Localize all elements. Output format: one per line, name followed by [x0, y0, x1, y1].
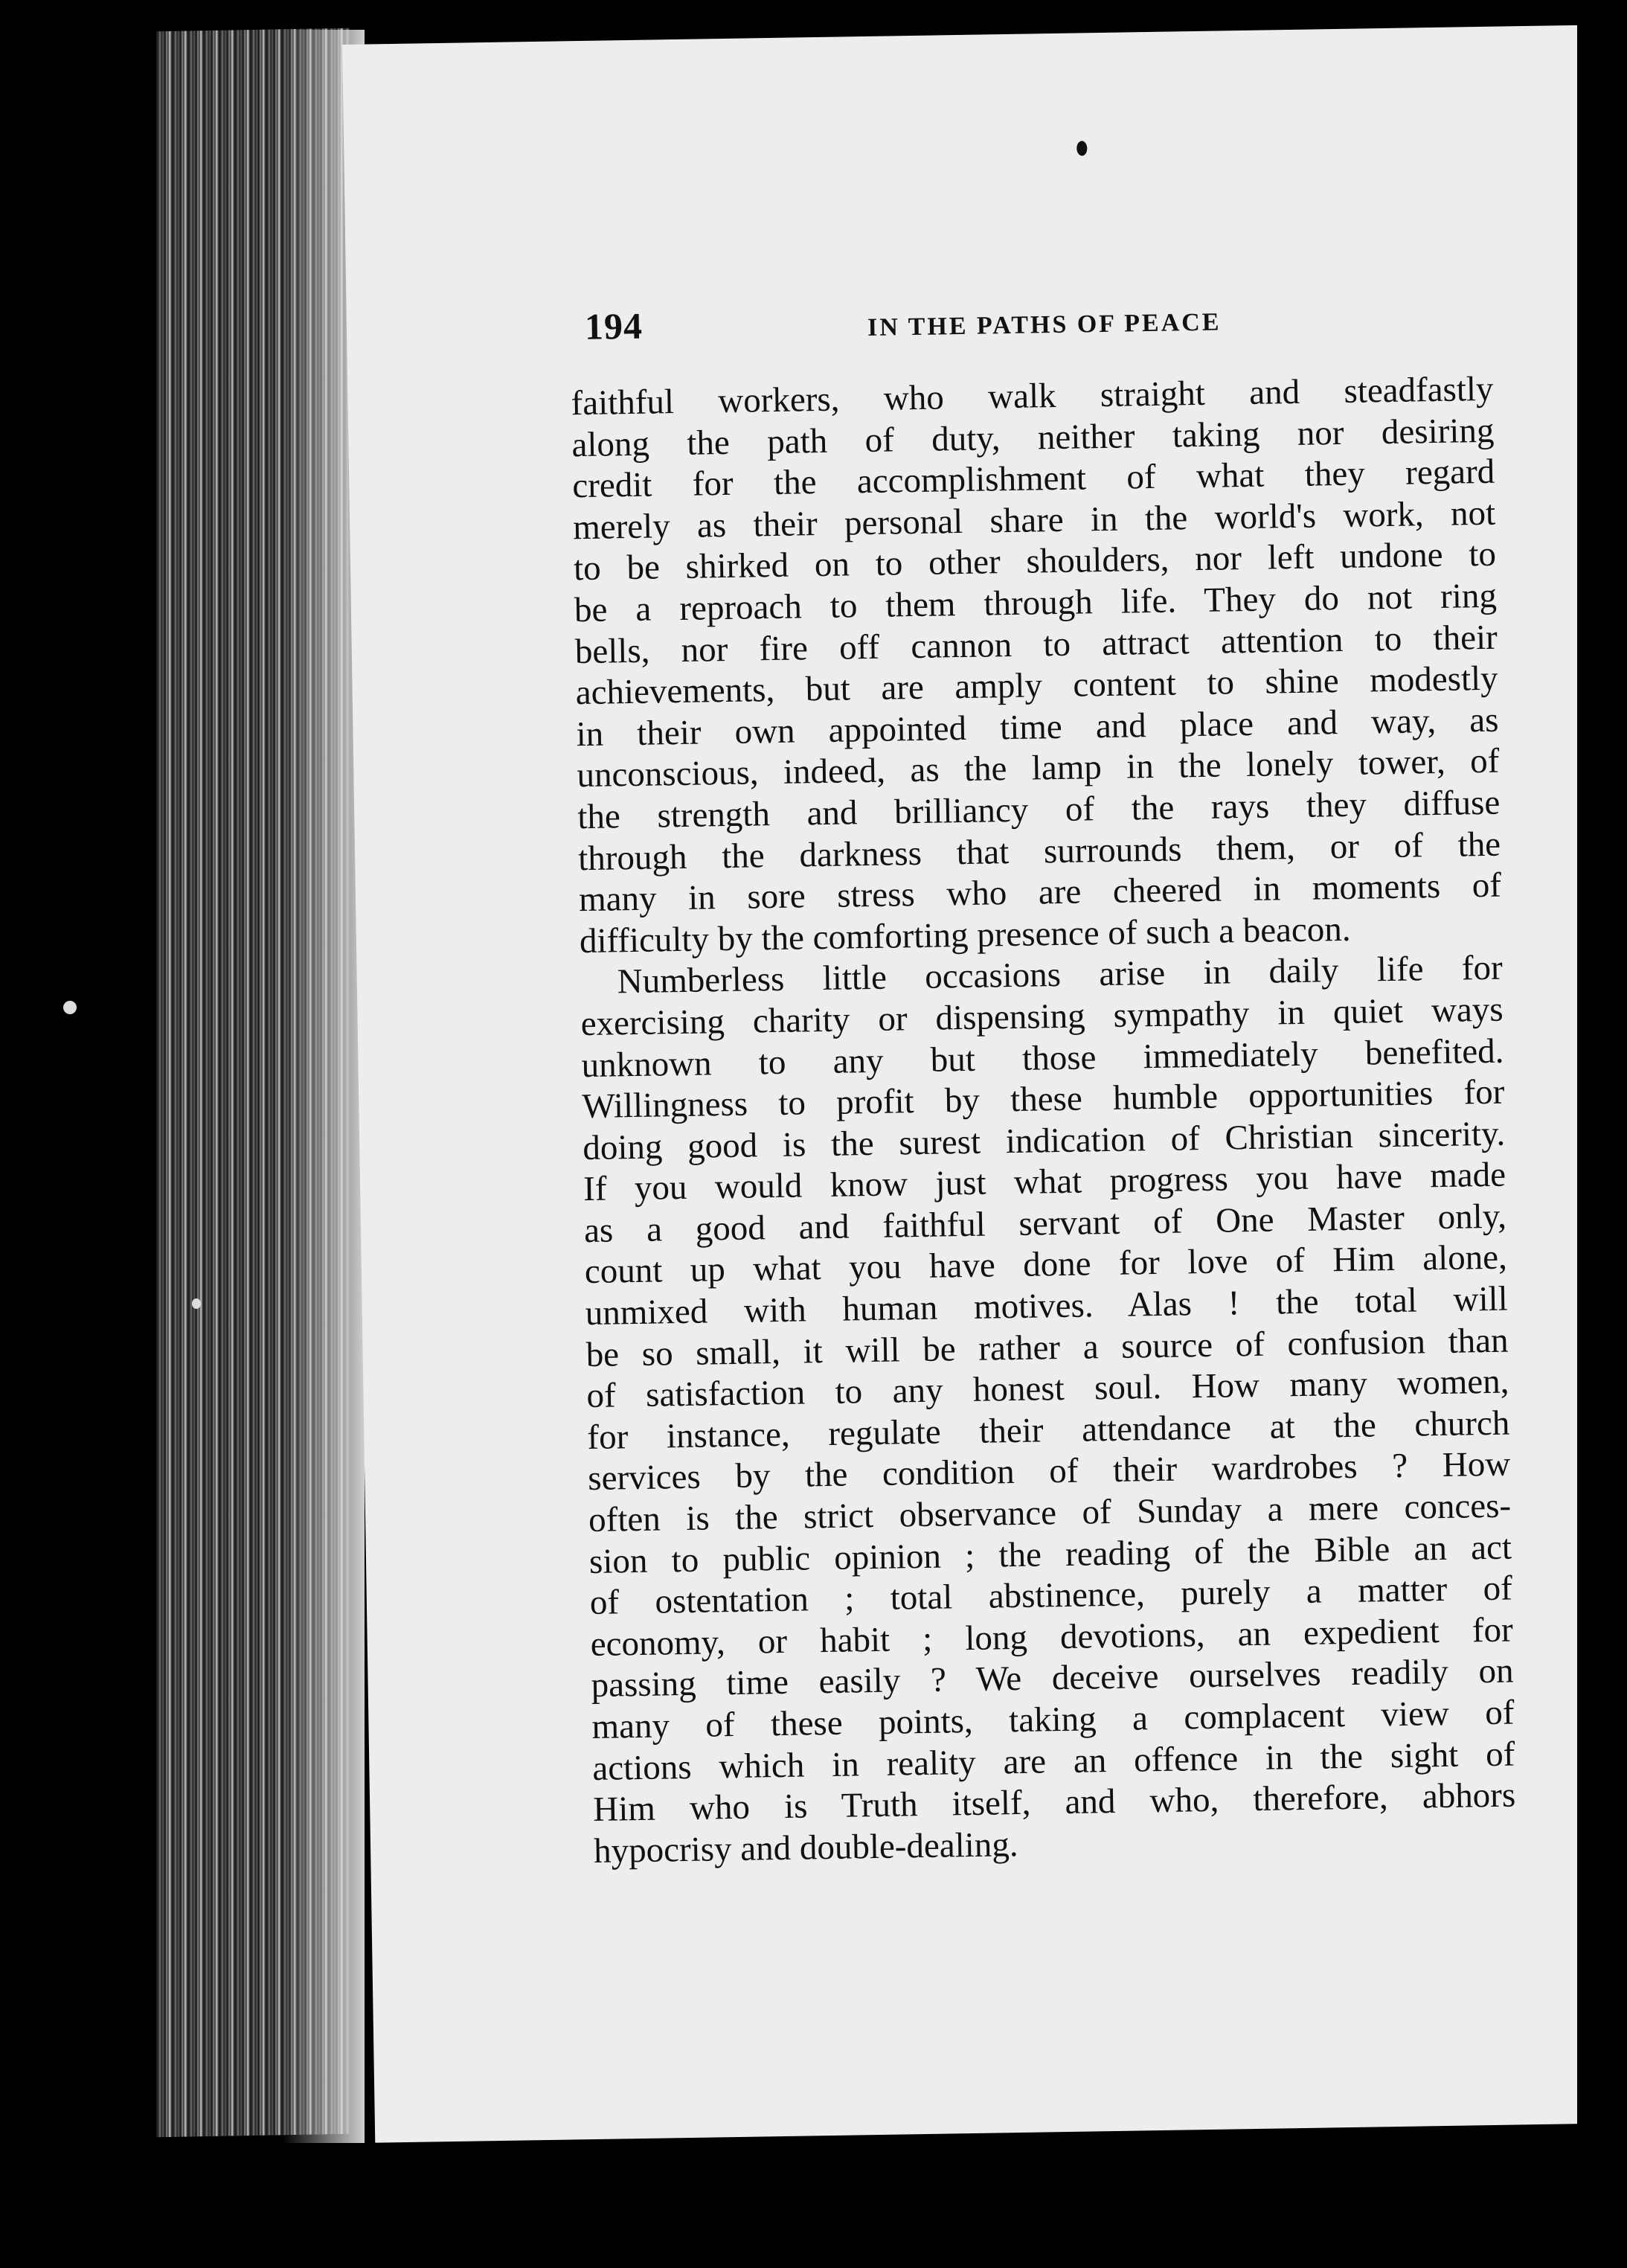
text-line: as a good and faithful servant of One Master only,: [583, 1197, 1507, 1250]
text-line: bells, nor fire off cannon to attract attention to their: [574, 618, 1498, 671]
text-line: passing time easily ? We deceive ourselves readily on: [591, 1651, 1514, 1705]
text-line: many in sore stress who are cheered in moments of: [578, 865, 1502, 920]
dust-speck: [192, 1298, 201, 1309]
text-line: often is the strict observance of Sunday a mere conces-: [588, 1486, 1512, 1540]
text-line: services by the condition of their wardrobes ? How: [587, 1445, 1511, 1499]
body-text: [571, 369, 1516, 1873]
text-line: along the path of duty, neither taking nor desiring: [571, 411, 1495, 464]
text-line: Him who is Truth itself, and who, therefore, abhors: [592, 1775, 1516, 1830]
text-line: count up what you have done for love of Him alone,: [584, 1238, 1508, 1292]
text-line: hypocrisy and double-dealing.: [593, 1825, 1018, 1871]
text-line: actions which in reality are an offence in the sight of: [592, 1734, 1515, 1788]
text-line: of satisfaction to any honest soul. How many women,: [586, 1362, 1509, 1416]
text-line: sion to public opinion ; the reading of the Bible an act: [588, 1528, 1512, 1581]
ink-speck: [1076, 141, 1087, 156]
text-line: exercising charity or dispensing sympathy in quiet ways: [580, 990, 1504, 1044]
text-line: difficulty by the comforting presence of such a beacon.: [579, 909, 1351, 961]
text-line: of ostentation ; total abstinence, purely a matter of: [589, 1569, 1513, 1623]
text-line: unknown to any but those immediately benefited.: [581, 1031, 1504, 1085]
text-line: If you would know just what progress you have made: [583, 1155, 1506, 1209]
text-line: credit for the accomplishment of what they regard: [571, 452, 1495, 506]
text-line: unmixed with human motives. Alas ! the total will: [585, 1279, 1509, 1333]
text-line: be so small, it will be rather a source of confusion than: [585, 1321, 1509, 1374]
text-line: economy, or habit ; long devotions, an expedient for: [590, 1610, 1514, 1664]
text-line: Willingness to profit by these humble opportunities for: [582, 1072, 1505, 1127]
text-line: in their own appointed time and place and way, as: [576, 700, 1499, 754]
text-line: many of these points, taking a complacent view of: [591, 1693, 1515, 1747]
text-line: unconscious, indeed, as the lamp in the lonely tower, of: [577, 742, 1500, 795]
text-line: be a reproach to them through life. They do not ring: [574, 576, 1498, 630]
page-header: [585, 290, 1553, 365]
scan-margin-right: [1577, 0, 1627, 2268]
text-line: for instance, regulate their attendance at the church: [587, 1403, 1510, 1457]
text-line: doing good is the surest indication of Christian sincerity.: [582, 1114, 1506, 1167]
page-number: 194: [584, 304, 644, 347]
text-line: Numberless little occasions arise in daily life for: [617, 948, 1504, 1002]
dust-speck: [63, 1001, 77, 1014]
text-line: merely as their personal share in the world's work, not: [572, 493, 1496, 547]
book-page: [342, 25, 1617, 2143]
running-head: IN THE PATHS OF PEACE: [867, 308, 1222, 342]
text-line: achievements, but are amply content to shine modestly: [575, 659, 1498, 713]
text-line: the strength and brilliancy of the rays they diffuse: [577, 783, 1501, 837]
text-line: faithful workers, who walk straight and steadfastly: [571, 369, 1494, 423]
text-line: to be shirked on to other shoulders, nor left undone to: [573, 535, 1497, 589]
text-line: through the darkness that surrounds them, or of the: [577, 824, 1501, 878]
